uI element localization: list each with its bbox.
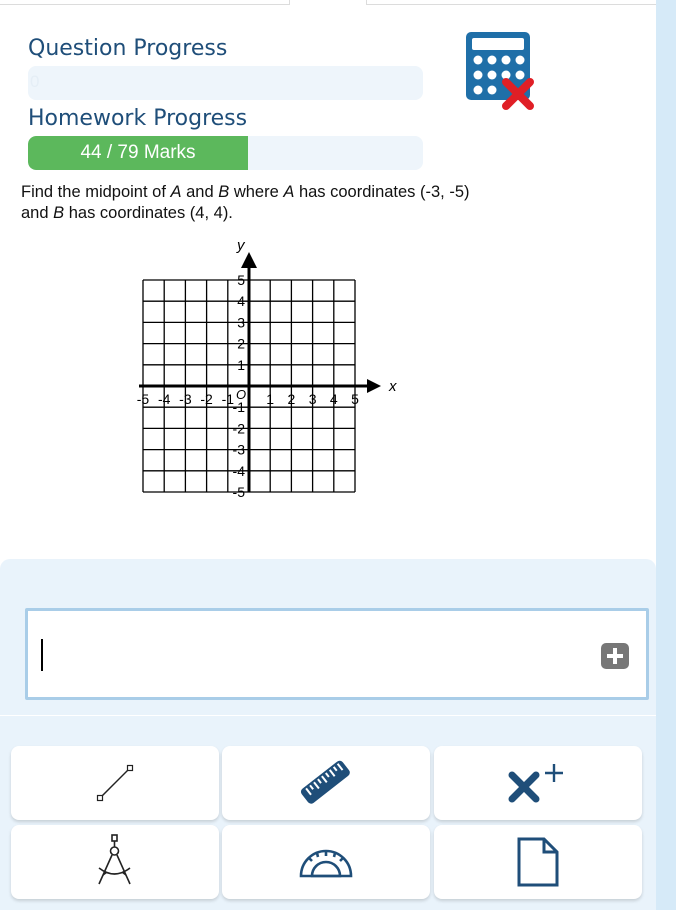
- y-tick-label: -3: [232, 441, 245, 458]
- top-tabs: [0, 0, 656, 6]
- y-tick-label: -5: [232, 484, 245, 500]
- y-axis-arrow: [241, 252, 257, 268]
- tab-left[interactable]: [0, 0, 290, 5]
- y-tick-label: 4: [237, 293, 245, 310]
- cross-plus-tool-button[interactable]: [434, 746, 642, 820]
- question-progress-bar: [28, 66, 423, 100]
- x-tick-label: -4: [157, 391, 171, 407]
- cross-plus-icon: [506, 761, 570, 805]
- y-tick-label: 1: [237, 356, 245, 373]
- x-tick-label: -3: [179, 391, 192, 407]
- y-axis-label: y: [237, 240, 245, 254]
- x-tick-label: -5: [136, 391, 150, 407]
- y-tick-label: -1: [232, 399, 245, 416]
- question-text-part: has coordinates (-3, -5): [294, 183, 470, 201]
- page-tool-button[interactable]: [434, 825, 642, 899]
- compass-tool-button[interactable]: [11, 825, 219, 899]
- question-text-part: where: [229, 183, 284, 201]
- y-tick-label: -4: [232, 462, 245, 479]
- y-tick-label: 5: [237, 272, 245, 288]
- point-b-label: B: [53, 204, 65, 222]
- question-progress-title: Question Progress: [28, 36, 228, 61]
- protractor-icon: [298, 844, 354, 880]
- x-tick-label: 4: [329, 391, 338, 407]
- tab-right[interactable]: [366, 0, 656, 5]
- homework-progress-marks: 44 / 79 Marks: [80, 142, 196, 163]
- y-tick-label: -2: [232, 420, 245, 437]
- answer-input[interactable]: [25, 608, 649, 700]
- question-text: [21, 182, 541, 224]
- x-tick-label: -1: [221, 391, 235, 407]
- x-tick-label: 1: [266, 391, 275, 407]
- y-tick-label: 3: [237, 314, 245, 331]
- scroll-strip[interactable]: [656, 0, 676, 910]
- coordinate-grid: [126, 240, 410, 506]
- question-text-part: Find the midpoint of: [21, 183, 171, 201]
- protractor-tool-button[interactable]: [222, 825, 430, 899]
- question-text-part: and: [21, 204, 54, 222]
- y-tick-label: 2: [237, 335, 245, 352]
- ruler-icon: [298, 755, 354, 811]
- point-b-label: B: [218, 183, 230, 201]
- question-text-part: and: [181, 183, 219, 201]
- x-tick-label: 5: [351, 391, 359, 407]
- x-axis-label: x: [389, 378, 397, 395]
- origin-label: O: [236, 387, 247, 402]
- x-tick-label: 3: [308, 391, 317, 407]
- line-tool-button[interactable]: [11, 746, 219, 820]
- homework-progress-bar: [28, 136, 423, 170]
- compass-icon: [93, 832, 137, 892]
- line-segment-icon: [93, 761, 137, 805]
- x-tick-label: 2: [287, 391, 296, 407]
- page-icon: [516, 836, 560, 888]
- homework-progress-title: Homework Progress: [28, 106, 248, 131]
- text-cursor: [41, 639, 43, 671]
- ruler-tool-button[interactable]: [222, 746, 430, 820]
- plus-icon[interactable]: [601, 643, 629, 669]
- x-tick-label: -2: [200, 391, 213, 407]
- question-text-part: has coordinates (4, 4).: [64, 204, 233, 222]
- x-axis-arrow: [367, 379, 381, 393]
- question-progress-value: 0: [30, 72, 40, 91]
- point-a-label: A: [170, 183, 182, 201]
- calculator-not-allowed-icon[interactable]: [464, 30, 540, 114]
- point-a-label: A: [283, 183, 295, 201]
